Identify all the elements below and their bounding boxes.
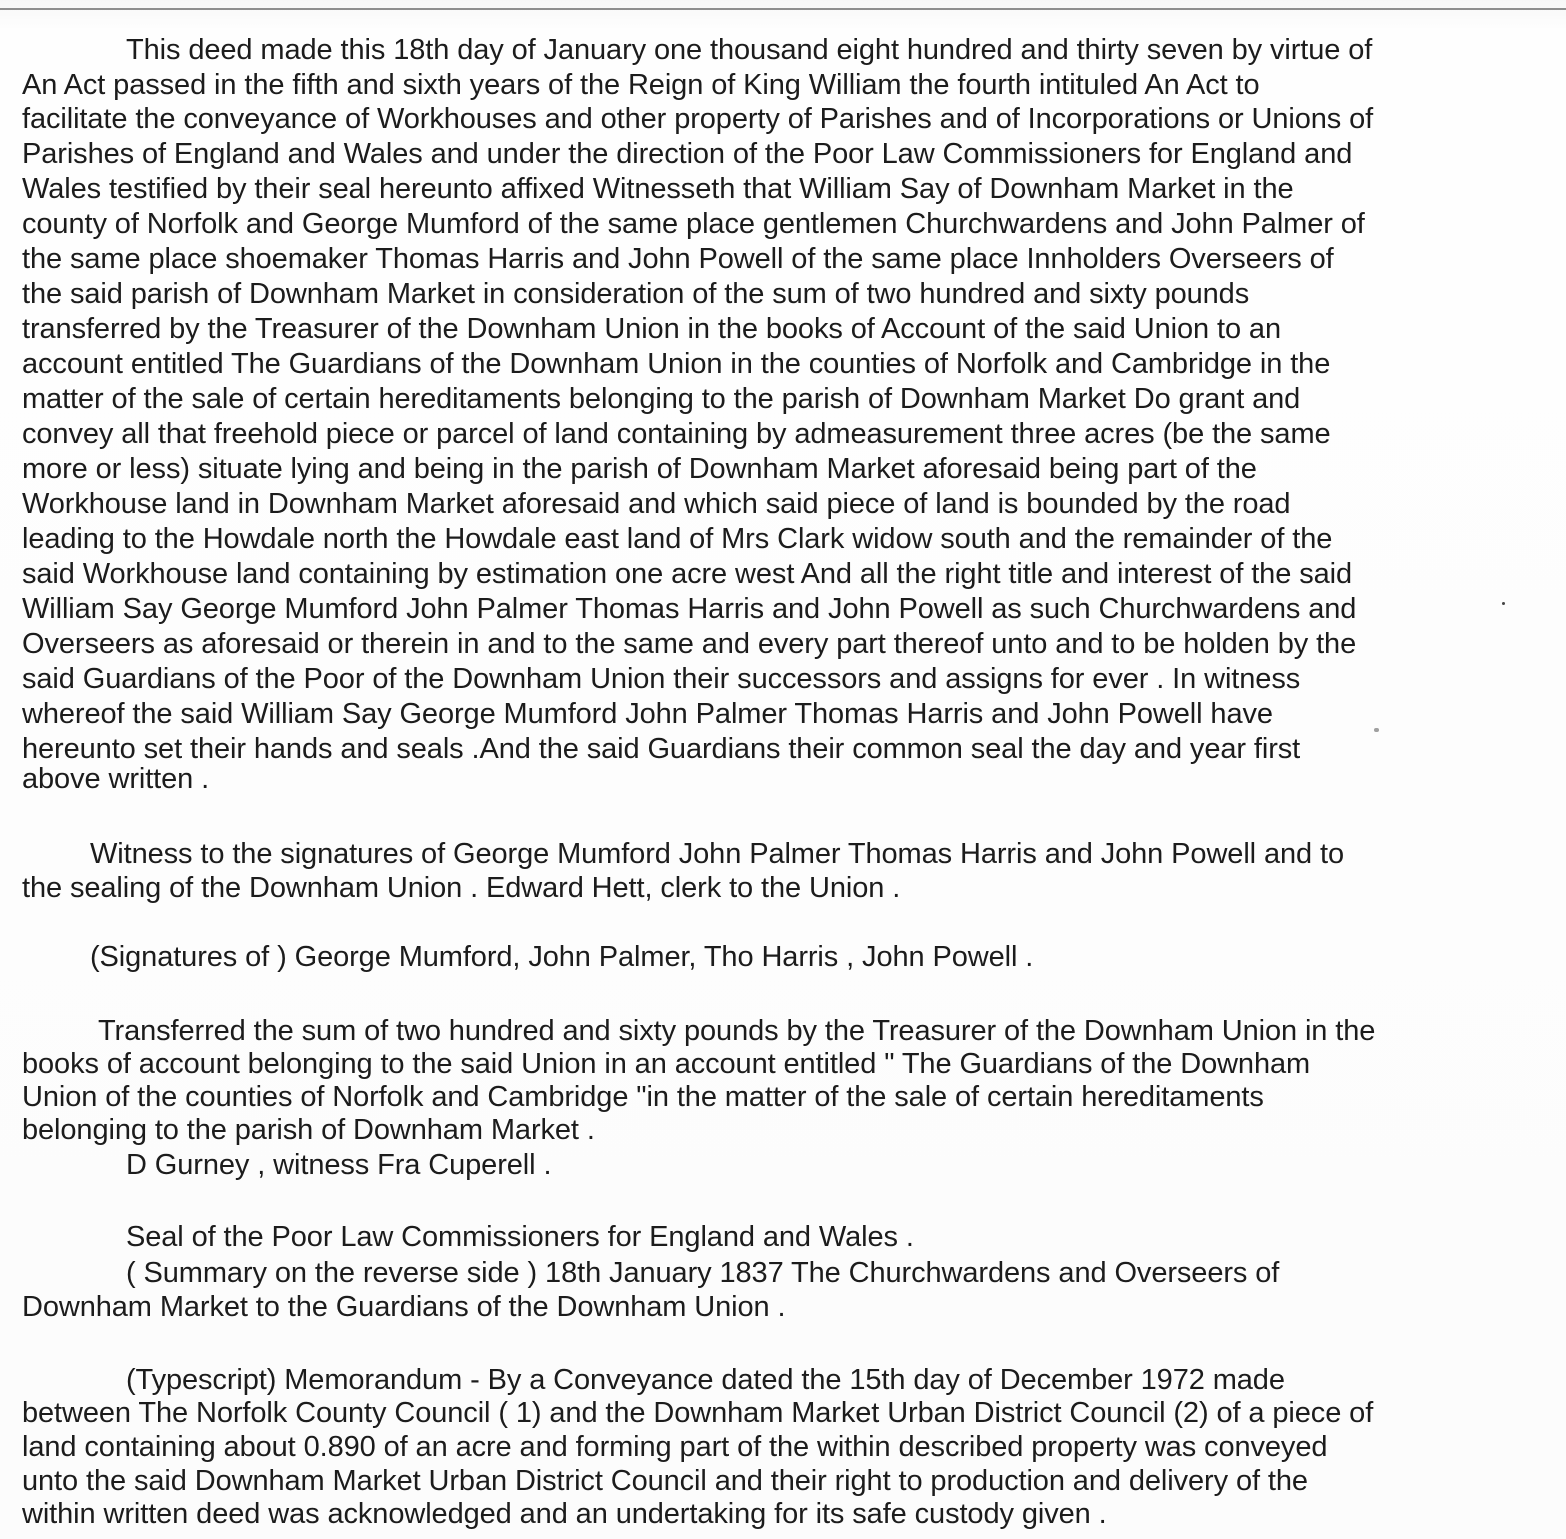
deed-line: above written . bbox=[22, 763, 210, 795]
deed-line: matter of the sale of certain hereditaments belonging to the parish of Downham Market Do grant and bbox=[22, 383, 1301, 415]
deed-line: transferred by the Treasurer of the Downham Union in the books of Account of the said Union to an bbox=[22, 313, 1281, 345]
transfer-line: Transferred the sum of two hundred and sixty pounds by the Treasurer of the Downham Union in the bbox=[98, 1015, 1376, 1047]
deed-line: the same place shoemaker Thomas Harris and John Powell of the same place Innholders Overseers of bbox=[22, 243, 1334, 275]
signatures-line: (Signatures of ) George Mumford, John Palmer, Tho Harris , John Powell . bbox=[90, 941, 1034, 973]
memorandum-line: within written deed was acknowledged and an undertaking for its safe custody given . bbox=[22, 1498, 1107, 1530]
transfer-line: Union of the counties of Norfolk and Cambridge "in the matter of the sale of certain hereditaments bbox=[22, 1081, 1264, 1113]
deed-line: more or less) situate lying and being in the parish of Downham Market aforesaid being part of the bbox=[22, 453, 1257, 485]
deed-line: account entitled The Guardians of the Downham Union in the counties of Norfolk and Cambridge in the bbox=[22, 348, 1331, 380]
deed-line: Wales testified by their seal hereunto affixed Witnesseth that William Say of Downham Market in the bbox=[22, 173, 1294, 205]
memorandum-line: (Typescript) Memorandum - By a Conveyance dated the 15th day of December 1972 made bbox=[126, 1364, 1285, 1396]
deed-line: Workhouse land in Downham Market aforesaid and which said piece of land is bounded by the road bbox=[22, 488, 1291, 520]
deed-line: whereof the said William Say George Mumford John Palmer Thomas Harris and John Powell have bbox=[22, 698, 1273, 730]
deed-line: An Act passed in the fifth and sixth years of the Reign of King William the fourth intituled An Act to bbox=[22, 69, 1260, 101]
deed-line: This deed made this 18th day of January one thousand eight hundred and thirty seven by virtue of bbox=[126, 34, 1373, 66]
deed-line: leading to the Howdale north the Howdale east land of Mrs Clark widow south and the remainder of the bbox=[22, 523, 1333, 555]
top-rule bbox=[0, 8, 1566, 10]
seal-line: Downham Market to the Guardians of the Downham Union . bbox=[22, 1291, 786, 1323]
memorandum-line: land containing about 0.890 of an acre and forming part of the within described property was conveyed bbox=[22, 1431, 1328, 1463]
transfer-line: belonging to the parish of Downham Market . bbox=[22, 1114, 595, 1146]
deed-line: Overseers as aforesaid or therein in and to the same and every part thereof unto and to be holden by the bbox=[22, 628, 1357, 660]
deed-line: county of Norfolk and George Mumford of the same place gentlemen Churchwardens and John Palmer of bbox=[22, 208, 1365, 240]
memorandum-line: unto the said Downham Market Urban District Council and their right to production and delivery of the bbox=[22, 1465, 1308, 1497]
deed-line: said Guardians of the Poor of the Downham Union their successors and assigns for ever . In witness bbox=[22, 663, 1301, 695]
deed-line: Parishes of England and Wales and under the direction of the Poor Law Commissioners for England and bbox=[22, 138, 1353, 170]
witness-line: the sealing of the Downham Union . Edward Hett, clerk to the Union . bbox=[22, 872, 901, 904]
scan-speck bbox=[1502, 602, 1505, 605]
witness-line: Witness to the signatures of George Mumford John Palmer Thomas Harris and John Powell and to bbox=[90, 838, 1344, 870]
memorandum-line: between The Norfolk County Council ( 1) and the Downham Market Urban District Council (2) of a piece of bbox=[22, 1397, 1374, 1429]
deed-line: William Say George Mumford John Palmer Thomas Harris and John Powell as such Churchwardens and bbox=[22, 593, 1357, 625]
deed-line: convey all that freehold piece or parcel of land containing by admeasurement three acres (be the same bbox=[22, 418, 1331, 450]
transfer-witness-line: D Gurney , witness Fra Cuperell . bbox=[126, 1149, 552, 1181]
deed-line: said Workhouse land containing by estimation one acre west And all the right title and interest of the said bbox=[22, 558, 1352, 590]
transfer-line: books of account belonging to the said Union in an account entitled " The Guardians of the Downham bbox=[22, 1048, 1311, 1080]
deed-line: the said parish of Downham Market in consideration of the sum of two hundred and sixty pounds bbox=[22, 278, 1250, 310]
seal-line: Seal of the Poor Law Commissioners for England and Wales . bbox=[126, 1221, 914, 1253]
deed-line: hereunto set their hands and seals .And the said Guardians their common seal the day and year first bbox=[22, 733, 1301, 765]
scan-speck bbox=[1374, 728, 1379, 732]
seal-line: ( Summary on the reverse side ) 18th January 1837 The Churchwardens and Overseers of bbox=[126, 1257, 1280, 1289]
deed-line: facilitate the conveyance of Workhouses and other property of Parishes and of Incorporations or Unions of bbox=[22, 103, 1374, 135]
